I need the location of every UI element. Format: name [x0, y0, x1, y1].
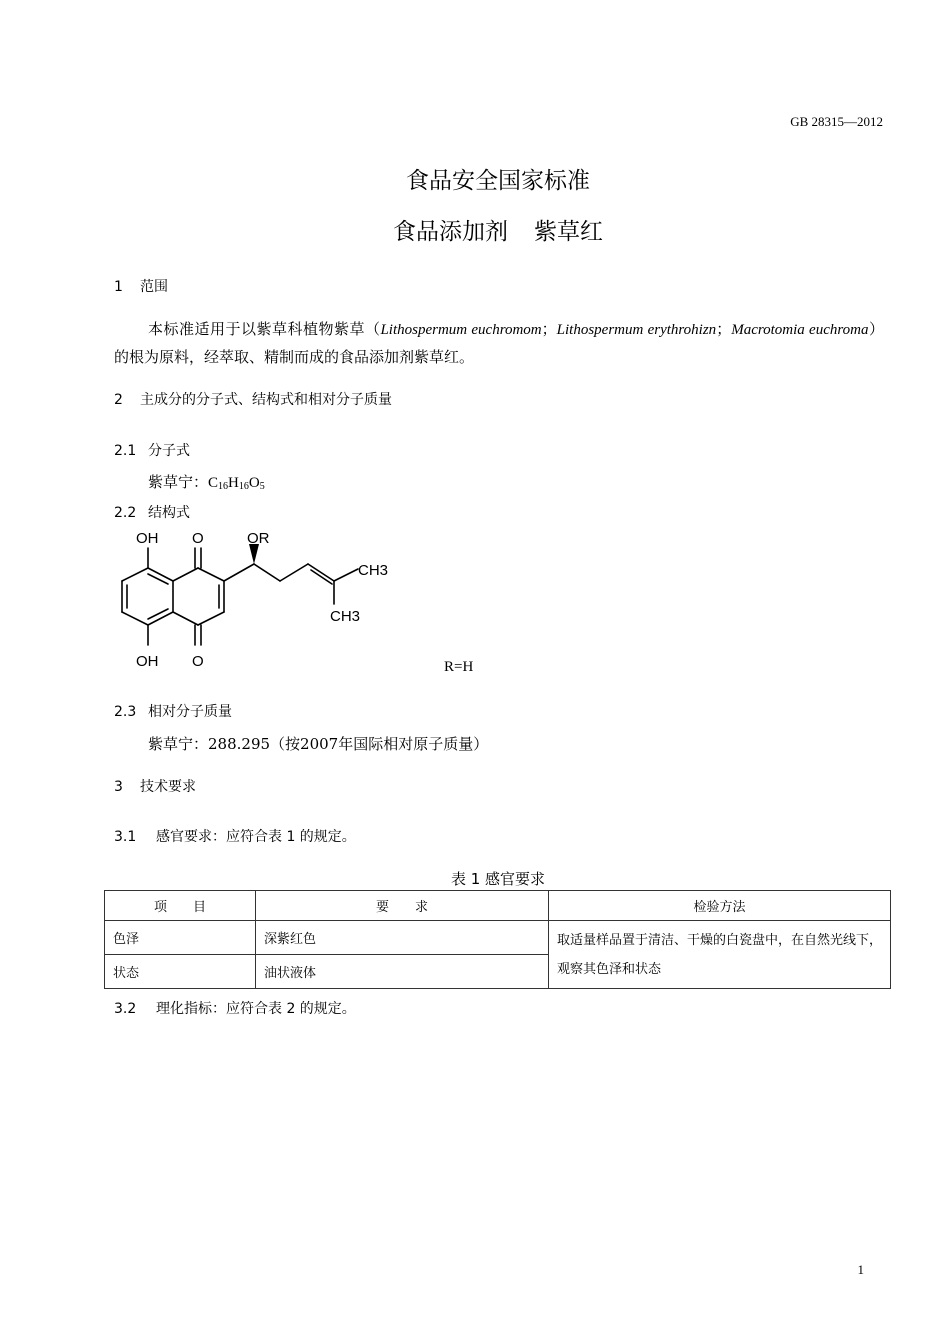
section-2-2-heading [114, 502, 190, 522]
section-title: 主成分的分子式、结构式和相对分子质量 [140, 392, 392, 408]
section-title: 分子式 [148, 443, 190, 459]
label-oh-top: OH [136, 530, 159, 547]
separator: ； [541, 320, 557, 338]
section-1-heading [114, 276, 168, 296]
latin-name: Lithospermum erythrohizn [556, 322, 717, 338]
label-oh-bottom: OH [136, 653, 159, 670]
element-count: 5 [259, 481, 265, 492]
formula-prefix: 紫草宁： [148, 473, 209, 491]
scope-paragraph [114, 316, 884, 371]
section-title: 范围 [140, 279, 168, 295]
cell-method: 取适量样品置于清洁、干燥的白瓷盘中，在自然光线下，观察其色泽和状态 [549, 921, 891, 989]
label-ch3-b: CH3 [330, 608, 361, 625]
cell-item: 色泽 [105, 921, 256, 955]
label-o-bottom: O [192, 653, 204, 670]
section-number: 3 [114, 779, 123, 795]
table-1-title: 表 1 感官要求 [450, 870, 546, 888]
section-title: 结构式 [148, 505, 190, 521]
document-subtitle [0, 213, 950, 246]
latin-name: Macrotomia euchroma [731, 322, 869, 338]
cell-requirement: 油状液体 [256, 955, 549, 989]
section-3-2 [114, 998, 356, 1018]
label-o-top: O [192, 530, 204, 547]
element-count: 16 [218, 481, 229, 492]
cell-item: 状态 [105, 955, 256, 989]
section-number: 2.1 [114, 443, 137, 459]
column-header-item: 项 目 [105, 891, 256, 921]
section-number: 2.2 [114, 505, 137, 521]
section-2-3-heading [114, 701, 232, 721]
element-symbol: C [208, 475, 219, 491]
section-number: 3.2 [114, 1001, 137, 1017]
section-3-1 [114, 826, 356, 846]
column-header-method: 检验方法 [549, 891, 891, 921]
section-number: 2.3 [114, 704, 137, 720]
subtitle-product: 紫草红 [534, 219, 603, 245]
page-number: 1 [857, 1262, 864, 1277]
molecular-mass: 紫草宁：288.295（按2007年国际相对原子质量） [148, 735, 489, 753]
section-text: 理化指标：应符合表 2 的规定。 [156, 1001, 356, 1017]
scope-text: ）的根为原料，经萃取、精制而成的食品添加剂紫草红。 [114, 320, 884, 366]
table-header-row [105, 891, 891, 921]
section-number: 1 [114, 279, 123, 295]
standard-code: GB 28315—2012 [790, 114, 883, 129]
section-2-heading [114, 389, 392, 409]
section-text: 感官要求：应符合表 1 的规定。 [156, 829, 356, 845]
label-ch3-a: CH3 [358, 562, 389, 579]
latin-name: Lithospermum euchromom [380, 322, 542, 338]
structural-formula [108, 526, 408, 676]
r-definition: R=H [444, 659, 474, 675]
sensory-requirements-table [104, 890, 891, 989]
subtitle-category: 食品添加剂 [393, 219, 508, 245]
section-number: 3.1 [114, 829, 137, 845]
element-count: 16 [238, 481, 249, 492]
separator: ； [716, 320, 732, 338]
column-header-requirement: 要 求 [256, 891, 549, 921]
section-2-1-heading [114, 440, 190, 460]
cell-requirement: 深紫红色 [256, 921, 549, 955]
molecular-formula [148, 471, 265, 492]
label-or: OR [247, 530, 270, 547]
element-symbol: H [228, 475, 239, 491]
table-row [105, 921, 891, 955]
document-title: 食品安全国家标准 [406, 168, 590, 194]
element-symbol: O [248, 475, 260, 491]
section-title: 技术要求 [140, 779, 196, 795]
section-number: 2 [114, 392, 123, 408]
section-title: 相对分子质量 [148, 704, 232, 720]
section-3-heading [114, 776, 196, 796]
scope-text: 本标准适用于以紫草科植物紫草（ [148, 320, 381, 338]
